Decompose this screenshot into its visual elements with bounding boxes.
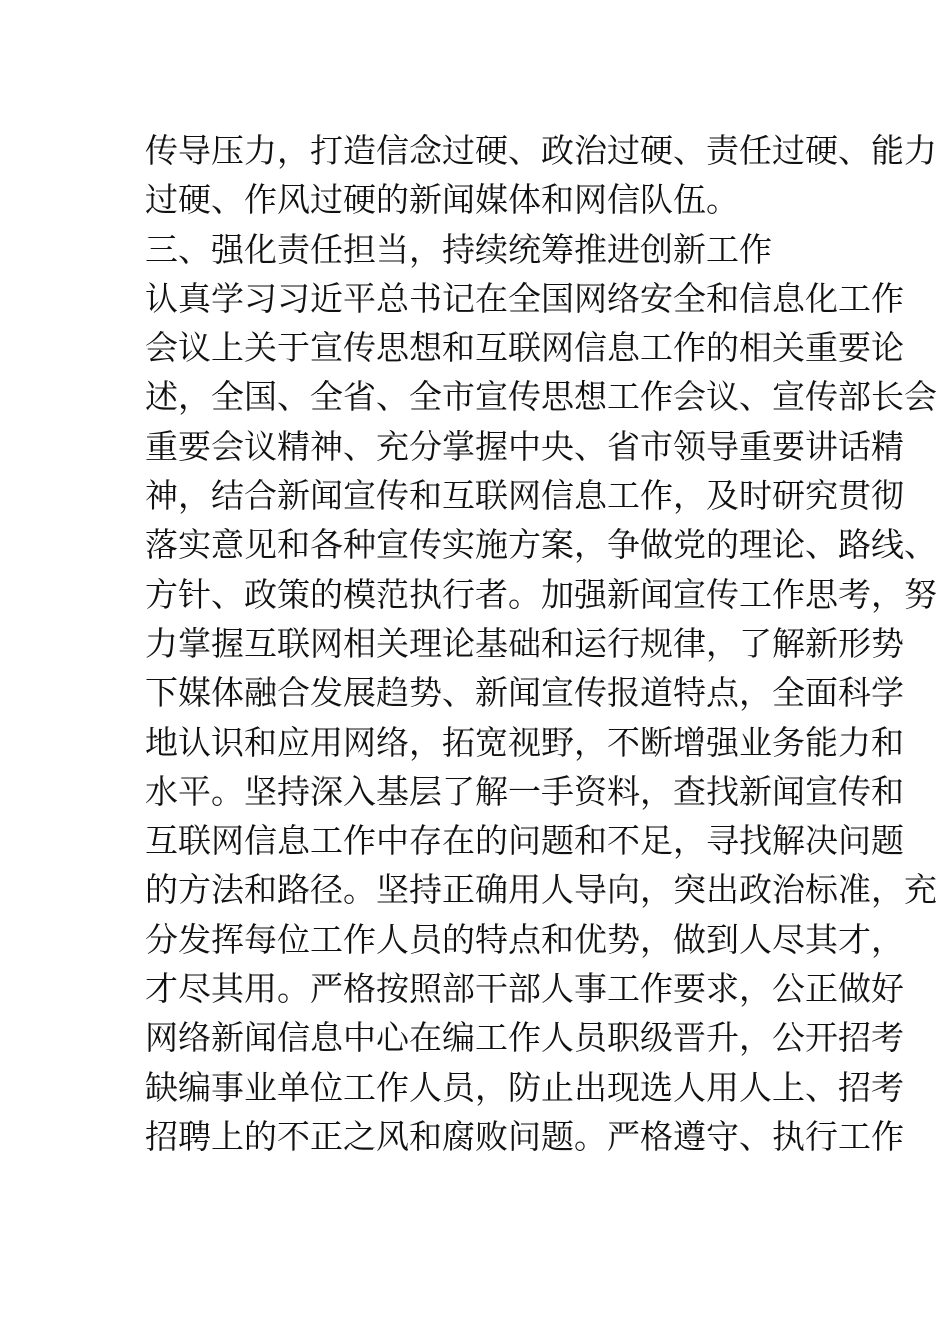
body-text <box>145 126 937 1161</box>
text-line-1: 传导压力，打造信念过硬、政治过硬、责任过硬、能力 <box>145 131 937 170</box>
text-line-6: 述，全国、全省、全市宣传思想工作会议、宣传部长会 <box>145 377 937 417</box>
text-line-12: 下媒体融合发展趋势、新闻宣传报道特点，全面科学 <box>145 673 904 713</box>
text-line-18: 才尽其用。严格按照部干部人事工作要求，公正做好 <box>145 969 904 1009</box>
text-line-2: 过硬、作风过硬的新闻媒体和网信队伍。 <box>145 180 739 220</box>
text-line-8: 神，结合新闻宣传和互联网信息工作，及时研究贯彻 <box>145 476 904 516</box>
text-line-19: 网络新闻信息中心在编工作人员职级晋升，公开招考 <box>145 1018 904 1058</box>
text-line-9: 落实意见和各种宣传实施方案，争做党的理论、路线、 <box>145 525 937 565</box>
text-line-21: 招聘上的不正之风和腐败问题。严格遵守、执行工作 <box>145 1116 904 1156</box>
text-line-14: 水平。坚持深入基层了解一手资料，查找新闻宣传和 <box>145 771 904 811</box>
text-line-7: 重要会议精神、充分掌握中央、省市领导重要讲话精 <box>145 426 904 466</box>
text-line-4: 认真学习习近平总书记在全国网络安全和信息化工作 <box>145 278 904 318</box>
text-line-5: 会议上关于宣传思想和互联网信息工作的相关重要论 <box>145 328 904 368</box>
text-line-15: 互联网信息工作中存在的问题和不足，寻找解决问题 <box>145 821 904 861</box>
text-line-13: 地认识和应用网络，拓宽视野，不断增强业务能力和 <box>145 722 904 762</box>
text-line-16: 的方法和路径。坚持正确用人导向，突出政治标准，充 <box>145 870 937 910</box>
text-line-17: 分发挥每位工作人员的特点和优势，做到人尽其才， <box>145 919 904 959</box>
section-heading: 三、强化责任担当，持续统筹推进创新工作 <box>145 229 772 269</box>
text-line-11: 力掌握互联网相关理论基础和运行规律，了解新形势 <box>145 623 904 663</box>
text-line-20: 缺编事业单位工作人员，防止出现选人用人上、招考 <box>145 1067 904 1107</box>
text-line-10: 方针、政策的模范执行者。加强新闻宣传工作思考，努 <box>145 574 937 614</box>
